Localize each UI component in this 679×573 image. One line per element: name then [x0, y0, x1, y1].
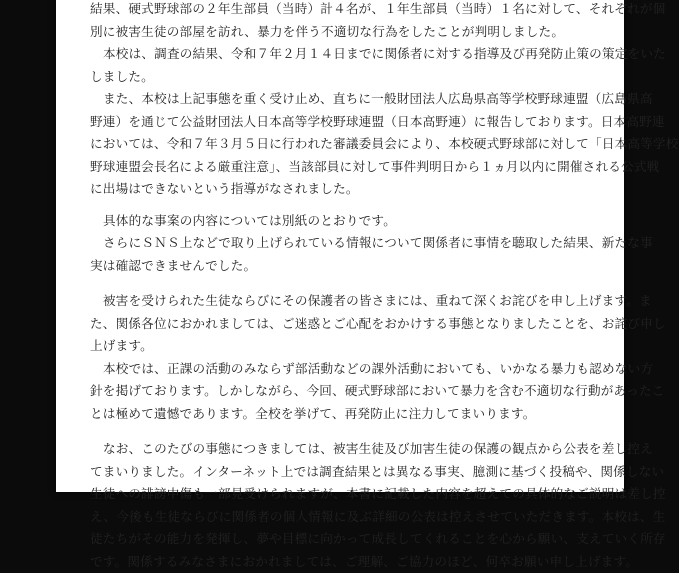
body-line: 本校は、調査の結果、令和７年２月１４日までに関係者に対する指導及び再発防止策の策定をいた — [90, 43, 606, 66]
body-line: また、本校は上記事態を重く受け止め、直ちに一般財団法人広島県高等学校野球連盟（広島県高 — [90, 88, 606, 111]
body-line: 被害を受けられた生徒ならびにその保護者の皆さまには、重ねて深くお詫びを申し上げます。ま — [90, 290, 606, 313]
body-line: 野球連盟会長名による厳重注意」、当該部員に対して事件判明日から１ヵ月以内に開催される公式戦 — [90, 156, 606, 179]
body-line: た、関係各位におかれましては、ご迷惑とご心配をおかけする事態となりましたことを、お詫び申し — [90, 313, 606, 336]
body-line: 別に被害生徒の部屋を訪れ、暴力を伴う不適切な行為をしたことが判明しました。 — [90, 21, 606, 44]
body-line: てまいりました。インターネット上では調査結果とは異なる事実、臆測に基づく投稿や、関係しない — [90, 461, 606, 484]
body-line: 上げます。 — [90, 335, 606, 358]
body-line: 野連）を通じて公益財団法人日本高等学校野球連盟（日本高野連）に報告しております。日本高野連 — [90, 111, 606, 134]
body-line: 針を掲げております。しかしながら、今回、硬式野球部において暴力を含む不適切な行動があったこ — [90, 380, 606, 403]
body-line: です。関係するみなさまにおかれましては、ご理解、ご協力のほど、何卒お願い申し上げます。 — [90, 551, 606, 573]
body-line: 結果、硬式野球部の２年生部員（当時）計４名が、１年生部員（当時）１名に対して、それぞれが個 — [90, 0, 606, 21]
body-line: に出場はできないという指導がなされました。 — [90, 178, 606, 201]
body-line: においては、令和７年３月５日に行われた審議委員会により、本校硬式野球部に対して「日本高等学校 — [90, 133, 606, 156]
body-line: なお、このたびの事態につきましては、被害生徒及び加害生徒の保護の観点から公表を差し控え — [90, 438, 606, 461]
body-line: とは極めて遺憾であります。全校を挙げて、再発防止に注力してまいります。 — [90, 403, 606, 426]
body-line: 具体的な事案の内容については別紙のとおりです。 — [90, 210, 606, 233]
body-line: え、今後も生徒ならびに関係者の個人情報に及ぶ詳細の公表は控えさせていただきます。本校は、生 — [90, 506, 606, 529]
body-line: 生徒への誹謗中傷も一部見受けられますが、本書に記載した内容を超えての具体的なご説明は差し控 — [90, 483, 606, 506]
body-line: 徒たちがその能力を発揮し、夢や目標に向かって成長してくれることを心から願い、支えていく所存 — [90, 528, 606, 551]
body-line: 本校では、正課の活動のみならず部活動などの課外活動においても、いかなる暴力も認めない方 — [90, 358, 606, 381]
document-body — [90, 0, 606, 573]
body-line: さらにＳＮＳ上などで取り上げられている情報について関係者に事情を聴取した結果、新たな事 — [90, 232, 606, 255]
body-line: 実は確認できませんでした。 — [90, 255, 606, 278]
body-line: しました。 — [90, 66, 606, 89]
document-page — [56, 0, 624, 492]
